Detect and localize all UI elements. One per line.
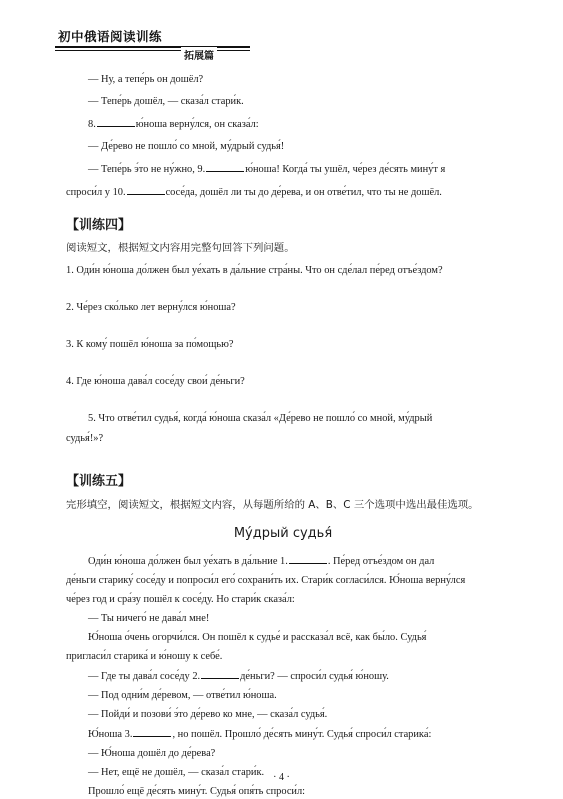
book-subtitle: 拓展篇 [181,47,217,62]
section-title: 【训练五】 [66,474,132,489]
book-title: 初中俄语阅读训练 [58,29,163,44]
story-line: Прошло́ ещё де́сять мину́т. Судья́ опя́ть спроси́л: [88,786,306,797]
text-line: — Ну, а тепе́рь он дошёл? [88,74,204,85]
answer-blank [201,668,239,679]
text-line: спроси́л у 10. сосе́да, дошёл ли ты до де́рева, и он отве́тил, что ты не дошёл. [66,184,500,200]
story-line: Ю́ноша о́чень огорчи́лся. Он пошёл к судье́ и рассказа́л всё, как бы́ло. Судья́ [88,632,427,643]
story-line: — Ты ничего́ не дава́л мне! [88,613,210,624]
answer-blank [206,161,244,172]
header-rule-thin [55,50,250,51]
section-title: 【训练四】 [66,218,132,233]
story-title: Му́дрый судья́ [233,526,333,541]
story-line: — Нет, ещё не дошёл, — сказа́л стари́к. [88,767,265,778]
header-rule [55,46,250,48]
section-instruction: 阅读短文，根据短文内容用完整句回答下列问题。 [66,242,295,254]
text-line: 8. ю́ноша верну́лся, он сказа́л: [66,116,500,132]
answer-blank [127,184,165,195]
story-line: Оди́н ю́ноша до́лжен был уе́хать в да́льние 1. . Пе́ред отъе́здом он дал [66,553,500,569]
running-header [55,22,250,64]
answer-blank [133,726,171,737]
answer-blank [97,116,135,127]
story-line: — Где ты дава́л сосе́ду 2. де́ньги? — спроси́л судья́ ю́ношу. [66,668,500,684]
page-body [66,72,500,799]
question: 3. К кому́ пошёл ю́ноша за по́мощью? [66,339,234,350]
story-line: — Ю́ноша дошёл до де́рева? [88,748,216,759]
question: 5. Что отве́тил судья́, когда́ ю́ноша сказа́л «Де́рево не пошло́ со мной, му́дрый [88,413,433,424]
question-continued: судья́!»? [66,433,104,444]
story-line: пригласи́л старика́ и ю́ношу к себе́. [66,651,223,662]
page-number: · 4 · [273,772,290,783]
question: 1. Оди́н ю́ноша до́лжен был уе́хать в да́льние стра́ны. Что он сде́лал пе́ред отъе́здом? [66,265,443,276]
question: 2. Че́рез ско́лько лет верну́лся ю́ноша? [66,302,236,313]
story-line: че́рез год и сра́зу пошёл к сосе́ду. Но стари́к сказа́л: [66,594,295,605]
text-line: — Де́рево не пошло́ со мной, му́дрый судья́! [88,141,285,152]
text-line: — Тепе́рь э́то не ну́жно, 9. ю́ноша! Когда́ ты ушёл, че́рез де́сять мину́т я [66,161,500,177]
section-instruction: 完形填空，阅读短文，根据短文内容，从每题所给的 A、B、C 三个选项中选出最佳选项。 [66,499,479,511]
story-line: де́ньги старику́ сосе́ду и попроси́л его́ сохрани́ть их. Стари́к согласи́лся. Ю́ноша верну́лся [66,575,466,586]
story-line: — Пойди́ и позови́ э́то де́рево ко мне, — сказа́л судья́. [88,709,328,720]
question: 4. Где ю́ноша дава́л сосе́ду свои́ де́ньги? [66,376,245,387]
story-line: — Под одни́м де́ревом, — отве́тил ю́ноша. [88,690,277,701]
story-line: Ю́ноша 3. , но пошёл. Прошло́ де́сять мину́т. Судья́ спроси́л старика́: [66,726,500,742]
text-line: — Тепе́рь дошёл, — сказа́л стари́к. [88,96,244,107]
answer-blank [289,553,327,564]
